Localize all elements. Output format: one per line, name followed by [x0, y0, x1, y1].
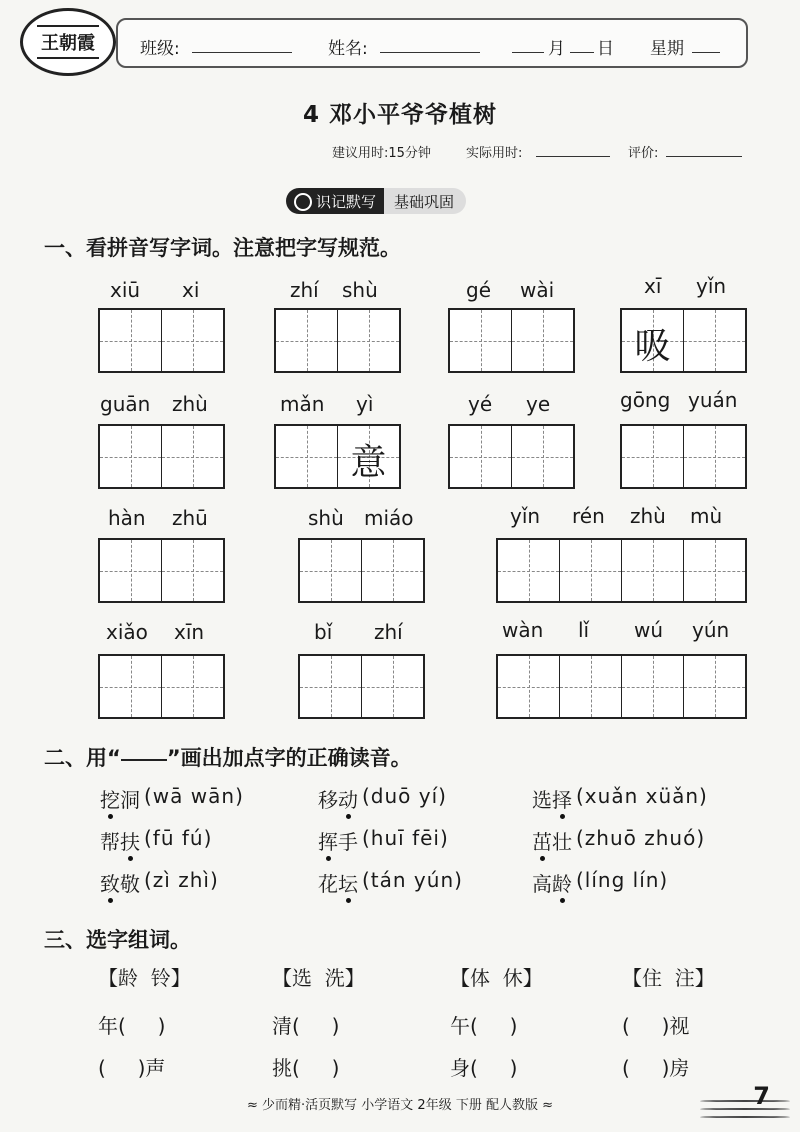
writing-cell[interactable]: [622, 656, 684, 717]
writing-cell[interactable]: [162, 656, 223, 717]
pinyin-label: wài: [520, 278, 555, 302]
pinyin-label: shù: [342, 278, 378, 302]
logo-text: 王朝霞: [37, 25, 99, 59]
pinyin-label: xī: [644, 274, 662, 298]
pinyin-label: gé: [466, 278, 491, 302]
writing-cell[interactable]: [512, 310, 573, 371]
writing-cell[interactable]: [338, 310, 399, 371]
class-label: 班级:: [140, 39, 180, 59]
pinyin-label: zhí: [290, 278, 319, 302]
pinyin-label: zhù: [630, 504, 666, 528]
writing-grid: [620, 308, 747, 373]
dotted-character: 挖: [100, 788, 120, 812]
pinyin-label: yún: [692, 618, 730, 642]
weekday-field[interactable]: [692, 52, 720, 53]
pinyin-label: xi: [182, 278, 200, 302]
writing-cell[interactable]: [684, 540, 745, 601]
writing-cell[interactable]: [100, 310, 162, 371]
writing-grid: [298, 538, 425, 603]
pinyin-label: gōng: [620, 388, 671, 412]
pronunciation-options[interactable]: (huī fēi): [362, 826, 449, 850]
writing-cell[interactable]: [362, 540, 423, 601]
writing-grid: [98, 308, 225, 373]
pinyin-label: yé: [468, 392, 493, 416]
target-word: [318, 784, 358, 813]
pinyin-label: ye: [526, 392, 551, 416]
dotted-character: 动: [338, 788, 358, 812]
writing-cell[interactable]: [276, 426, 338, 487]
writing-cell[interactable]: [338, 426, 399, 487]
section2-heading: [44, 742, 412, 772]
choice-bracket: 【龄 铃】: [98, 966, 191, 990]
publisher-logo: [20, 8, 116, 76]
writing-cell[interactable]: [276, 310, 338, 371]
pinyin-label: guān: [100, 392, 151, 416]
dotted-character: 扶: [120, 830, 140, 854]
badge-light-label: 基础巩固: [384, 188, 466, 214]
writing-cell[interactable]: [512, 426, 573, 487]
writing-cell[interactable]: [100, 426, 162, 487]
writing-grid: [98, 424, 225, 489]
fill-blank-word[interactable]: 身( ): [450, 1056, 518, 1080]
section2-heading-post: ”画出加点字的正确读音。: [166, 746, 412, 770]
word-character: 壮: [552, 830, 572, 854]
actual-time-label: 实际用时:: [466, 146, 523, 161]
choice-bracket: 【体 休】: [450, 966, 543, 990]
section2-heading-pre: 二、用“: [44, 746, 121, 770]
dotted-character: 挥: [318, 830, 338, 854]
evaluation-field[interactable]: [666, 156, 742, 157]
writing-cell[interactable]: [300, 540, 362, 601]
prefilled-character: 意: [350, 442, 387, 483]
writing-cell[interactable]: [162, 310, 223, 371]
writing-grid: [496, 538, 747, 603]
pronunciation-options[interactable]: (líng lín): [576, 868, 669, 892]
writing-cell[interactable]: [450, 426, 512, 487]
writing-grid: [298, 654, 425, 719]
writing-grid: [496, 654, 747, 719]
dotted-character: 致: [100, 872, 120, 896]
writing-cell[interactable]: [450, 310, 512, 371]
dotted-character: 茁: [532, 830, 552, 854]
fill-blank-word[interactable]: 午( ): [450, 1014, 518, 1038]
writing-grid: [620, 424, 747, 489]
word-character: 洞: [120, 788, 140, 812]
writing-cell[interactable]: [300, 656, 362, 717]
pinyin-label: zhū: [172, 506, 208, 530]
target-word: [100, 826, 140, 855]
word-character: 花: [318, 872, 338, 896]
pinyin-label: mù: [690, 504, 723, 528]
word-character: 敬: [120, 872, 140, 896]
page-number: 7: [753, 1082, 770, 1110]
pinyin-label: hàn: [108, 506, 146, 530]
writing-cell[interactable]: [498, 656, 560, 717]
pinyin-label: zhí: [374, 620, 403, 644]
medal-icon: [294, 193, 312, 211]
target-word: [318, 826, 358, 855]
writing-cell[interactable]: [498, 540, 560, 601]
writing-cell[interactable]: [100, 656, 162, 717]
dotted-character: 龄: [552, 872, 572, 896]
pronunciation-options[interactable]: (tán yún): [362, 868, 463, 892]
badge-dark-label: 识记默写: [316, 193, 377, 211]
writing-cell[interactable]: [162, 540, 223, 601]
pinyin-label: wú: [634, 618, 664, 642]
writing-grid: [448, 308, 575, 373]
writing-cell[interactable]: [684, 426, 745, 487]
writing-cell[interactable]: [622, 310, 684, 371]
target-word: [100, 868, 140, 897]
footer-text: ≈ 少而精·活页默写 小学语文 2年级 下册 配人教版 ≈: [247, 1098, 553, 1113]
fill-blank-word[interactable]: ( )房: [622, 1056, 690, 1080]
footer-wave-line: [700, 1116, 790, 1118]
pinyin-label: bǐ: [314, 620, 333, 644]
writing-cell[interactable]: [560, 656, 622, 717]
word-character: 高: [532, 872, 552, 896]
footer-wave-line: [700, 1108, 790, 1110]
class-field[interactable]: [192, 52, 292, 53]
word-character: 选: [532, 788, 552, 812]
writing-grid: [274, 308, 401, 373]
pinyin-label: yǐn: [510, 504, 541, 528]
pinyin-label: mǎn: [280, 392, 325, 416]
pronunciation-options[interactable]: (wā wān): [144, 784, 244, 808]
pinyin-label: xiǎo: [106, 620, 148, 644]
month-field[interactable]: [512, 52, 544, 53]
section3-heading: 三、选字组词。: [44, 928, 191, 952]
target-word: [100, 784, 140, 813]
writing-cell[interactable]: [622, 540, 684, 601]
pinyin-label: rén: [572, 504, 605, 528]
writing-cell[interactable]: [362, 656, 423, 717]
word-character: 移: [318, 788, 338, 812]
target-word: [318, 868, 358, 897]
writing-grid: [448, 424, 575, 489]
writing-cell[interactable]: [560, 540, 622, 601]
choice-bracket: 【住 注】: [622, 966, 715, 990]
pinyin-label: miáo: [364, 506, 414, 530]
writing-grid: [98, 654, 225, 719]
pronunciation-options[interactable]: (zhuō zhuó): [576, 826, 706, 850]
pinyin-label: xiū: [110, 278, 141, 302]
pronunciation-options[interactable]: (zì zhì): [144, 868, 219, 892]
word-character: 帮: [100, 830, 120, 854]
prefilled-character: 吸: [634, 326, 671, 367]
name-field[interactable]: [380, 52, 480, 53]
writing-cell[interactable]: [100, 540, 162, 601]
dotted-character: 坛: [338, 872, 358, 896]
target-word: [532, 784, 572, 813]
writing-cell[interactable]: [684, 656, 745, 717]
section-badge: [286, 188, 466, 214]
pinyin-label: yì: [356, 392, 374, 416]
pronunciation-options[interactable]: (xuǎn xüǎn): [576, 784, 708, 808]
underline-sample: [121, 759, 167, 761]
badge-dark-part: [286, 188, 384, 214]
choice-bracket: 【选 洗】: [272, 966, 365, 990]
month-label: 月: [548, 39, 565, 59]
weekday-label: 星期: [650, 39, 684, 59]
day-field[interactable]: [570, 52, 594, 53]
target-word: [532, 868, 572, 897]
word-character: 手: [338, 830, 358, 854]
footer-wave-line: [700, 1100, 790, 1102]
fill-blank-word[interactable]: ( )声: [98, 1056, 166, 1080]
actual-time-field[interactable]: [536, 156, 610, 157]
day-label: 日: [597, 39, 614, 59]
pinyin-label: yuán: [688, 388, 738, 412]
pinyin-label: wàn: [502, 618, 544, 642]
dotted-character: 择: [552, 788, 572, 812]
lesson-title: 4 邓小平爷爷植树: [302, 102, 497, 128]
writing-cell[interactable]: [622, 426, 684, 487]
name-label: 姓名:: [328, 39, 368, 59]
suggested-time: 建议用时:15分钟: [332, 146, 431, 161]
fill-blank-word[interactable]: ( )视: [622, 1014, 690, 1038]
evaluation-label: 评价:: [628, 146, 659, 161]
pronunciation-options[interactable]: (duō yí): [362, 784, 447, 808]
pinyin-label: yǐn: [696, 274, 727, 298]
pinyin-label: zhù: [172, 392, 208, 416]
writing-grid: [274, 424, 401, 489]
fill-blank-word[interactable]: 年( ): [98, 1014, 166, 1038]
section1-heading: 一、看拼音写字词。注意把字写规范。: [44, 236, 401, 260]
fill-blank-word[interactable]: 清( ): [272, 1014, 340, 1038]
writing-grid: [98, 538, 225, 603]
writing-cell[interactable]: [684, 310, 745, 371]
pinyin-label: lǐ: [578, 618, 590, 642]
target-word: [532, 826, 572, 855]
fill-blank-word[interactable]: 挑( ): [272, 1056, 340, 1080]
pinyin-label: shù: [308, 506, 344, 530]
writing-cell[interactable]: [162, 426, 223, 487]
pronunciation-options[interactable]: (fū fú): [144, 826, 213, 850]
pinyin-label: xīn: [174, 620, 205, 644]
